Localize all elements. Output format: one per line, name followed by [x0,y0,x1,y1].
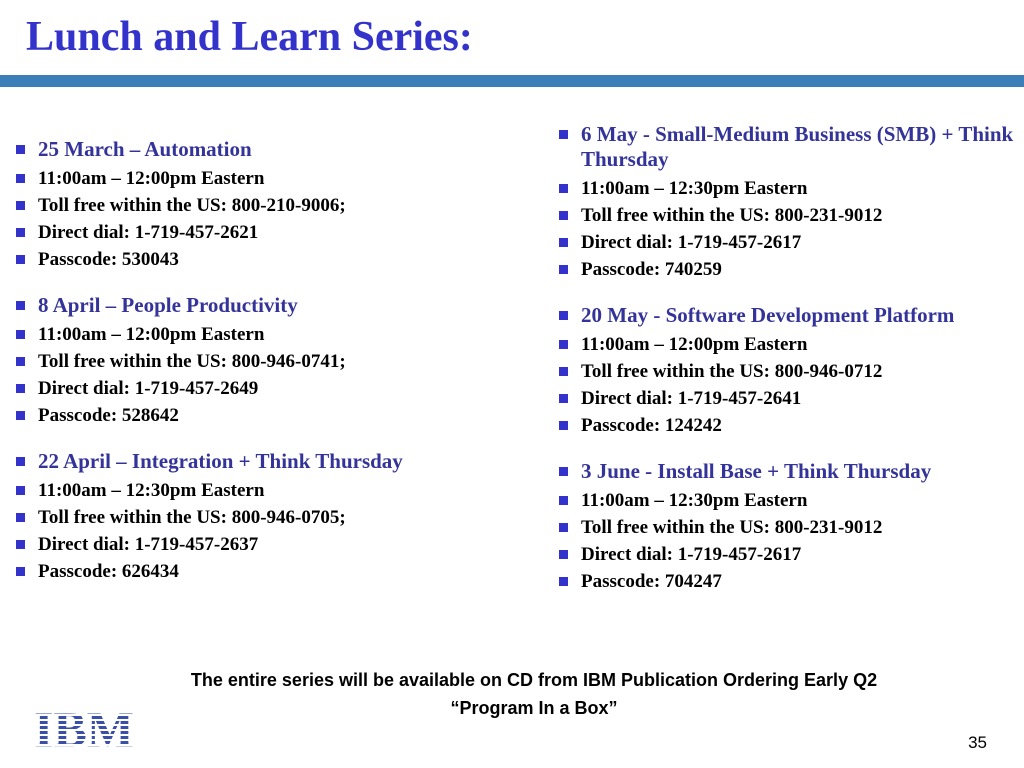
session-passcode [557,412,1019,439]
session-direct-dial [14,219,504,246]
session-toll-free-text: Toll free within the US: 800-946-0712 [581,361,883,382]
session-toll-free [557,202,1019,229]
session-time [14,321,504,348]
bullet-icon [16,301,25,310]
session-heading-text: 22 April – Integration + Think Thursday [38,449,403,473]
bullet-icon [559,421,568,430]
session-block [557,122,1019,283]
session-time-text: 11:00am – 12:00pm Eastern [38,168,265,189]
session-time [557,175,1019,202]
session-block [14,137,504,273]
session-passcode-text: Passcode: 626434 [38,561,179,582]
session-toll-free-text: Toll free within the US: 800-210-9006; [38,195,346,216]
session-heading [14,293,504,318]
bullet-icon [559,496,568,505]
footer-line-2: “Program In a Box” [450,698,618,718]
bullet-icon [559,184,568,193]
session-passcode-text: Passcode: 124242 [581,415,722,436]
bullet-icon [16,486,25,495]
session-direct-dial [557,229,1019,256]
bullet-icon [16,228,25,237]
page-number: 35 [968,733,987,752]
footer-line-1: The entire series will be available on CD from IBM Publication Ordering Early Q2 [190,670,878,690]
session-heading-text: 20 May - Software Development Platform [581,303,955,327]
session-heading-text: 8 April – People Productivity [38,293,298,317]
bullet-icon [559,467,568,476]
session-direct-dial-text: Direct dial: 1-719-457-2617 [581,544,802,565]
bullet-icon [559,550,568,559]
bullet-icon [559,367,568,376]
session-passcode [557,568,1019,595]
bullet-icon [16,174,25,183]
session-direct-dial-text: Direct dial: 1-719-457-2637 [38,534,259,555]
bullet-icon [16,567,25,576]
session-block [14,293,504,429]
bullet-icon [559,340,568,349]
session-time-text: 11:00am – 12:00pm Eastern [581,334,808,355]
session-passcode [557,256,1019,283]
bullet-icon [559,211,568,220]
bullet-icon [16,145,25,154]
session-heading [557,122,1019,172]
ibm-logo-icon [34,706,138,750]
session-toll-free [14,192,504,219]
session-heading [557,459,1019,484]
session-block [557,303,1019,439]
session-passcode-text: Passcode: 704247 [581,571,722,592]
session-time [14,165,504,192]
session-time [557,331,1019,358]
session-toll-free-text: Toll free within the US: 800-946-0741; [38,351,346,372]
session-direct-dial [557,385,1019,412]
session-toll-free [557,358,1019,385]
session-direct-dial [557,541,1019,568]
bullet-icon [559,394,568,403]
session-toll-free-text: Toll free within the US: 800-231-9012 [581,205,883,226]
session-passcode-text: Passcode: 740259 [581,259,722,280]
bullet-icon [559,130,568,139]
bullet-icon [559,311,568,320]
session-passcode-text: Passcode: 530043 [38,249,179,270]
slide-title: Lunch and Learn Series: [26,14,473,60]
session-direct-dial [14,375,504,402]
bullet-icon [16,201,25,210]
bullet-icon [559,523,568,532]
bullet-icon [16,457,25,466]
session-time [557,487,1019,514]
bullet-icon [559,577,568,586]
bullet-icon [16,384,25,393]
bullet-icon [559,265,568,274]
session-passcode [14,246,504,273]
session-passcode-text: Passcode: 528642 [38,405,179,426]
session-direct-dial [14,531,504,558]
footer-note [64,666,1004,722]
session-passcode [14,558,504,585]
session-heading [557,303,1019,328]
session-toll-free [14,348,504,375]
session-direct-dial-text: Direct dial: 1-719-457-2641 [581,388,802,409]
session-block [557,459,1019,595]
session-toll-free-text: Toll free within the US: 800-946-0705; [38,507,346,528]
bullet-icon [16,255,25,264]
session-heading-text: 25 March – Automation [38,137,252,161]
session-toll-free-text: Toll free within the US: 800-231-9012 [581,517,883,538]
session-direct-dial-text: Direct dial: 1-719-457-2621 [38,222,259,243]
session-time [14,477,504,504]
bullet-icon [559,238,568,247]
session-heading-text: 6 May - Small-Medium Business (SMB) + Think Thursday [581,122,1014,171]
session-passcode [14,402,504,429]
session-time-text: 11:00am – 12:00pm Eastern [38,324,265,345]
session-block [14,449,504,585]
bullet-icon [16,411,25,420]
left-column [14,137,504,605]
session-heading-text: 3 June - Install Base + Think Thursday [581,459,932,483]
session-toll-free [557,514,1019,541]
session-direct-dial-text: Direct dial: 1-719-457-2617 [581,232,802,253]
title-rule [0,75,1024,87]
bullet-icon [16,357,25,366]
session-time-text: 11:00am – 12:30pm Eastern [581,178,808,199]
bullet-icon [16,330,25,339]
session-toll-free [14,504,504,531]
right-column [557,122,1019,615]
session-direct-dial-text: Direct dial: 1-719-457-2649 [38,378,259,399]
bullet-icon [16,540,25,549]
session-heading [14,137,504,162]
bullet-icon [16,513,25,522]
session-time-text: 11:00am – 12:30pm Eastern [581,490,808,511]
session-time-text: 11:00am – 12:30pm Eastern [38,480,265,501]
session-heading [14,449,504,474]
